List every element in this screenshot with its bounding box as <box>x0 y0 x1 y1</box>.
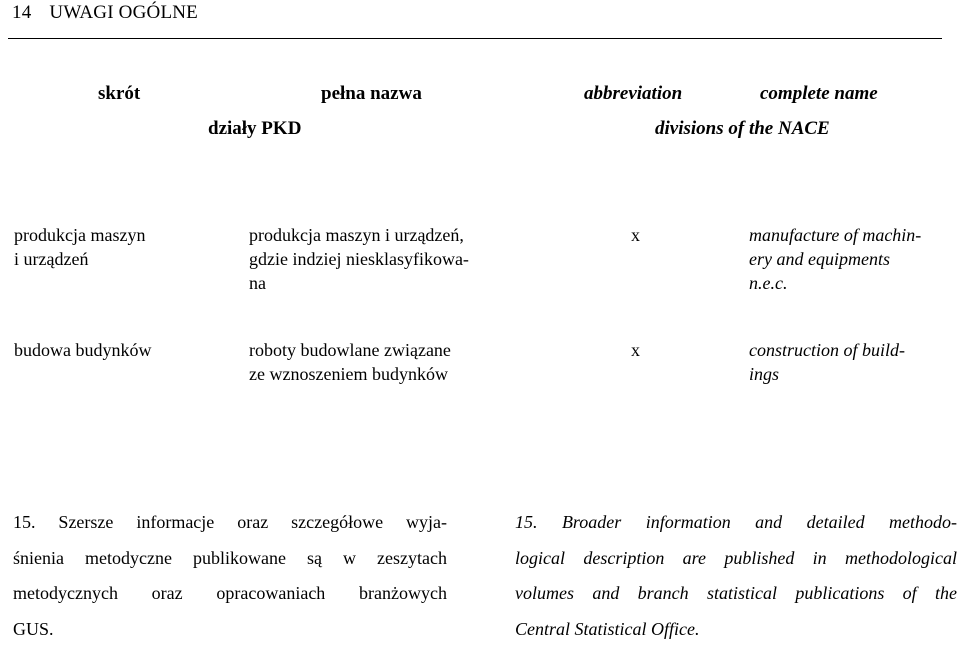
cell-line: na <box>249 271 469 295</box>
col-header-pelna-nazwa: pełna nazwa <box>321 83 422 105</box>
paragraph-line: GUS. <box>13 612 447 647</box>
table-row-1-abbreviation: x <box>631 223 640 247</box>
cell-line: ze wznoszeniem budynków <box>249 362 451 386</box>
cell-line: budowa budynków <box>14 338 152 362</box>
col-header-skrot: skrót <box>98 83 140 105</box>
cell-line: produkcja maszyn <box>14 223 145 247</box>
page-number: 14 <box>12 2 31 23</box>
header-rule <box>8 38 942 39</box>
paragraph-line: metodycznych oraz opracowaniach branżowych <box>13 576 447 612</box>
cell-line: ery and equipments <box>749 247 921 271</box>
paragraph-line: Central Statistical Office. <box>515 612 957 647</box>
paragraph-line: śnienia metodyczne publikowane są w zeszytach <box>13 541 447 577</box>
table-row-2-abbreviation: x <box>631 338 640 362</box>
table-row-1-skrot <box>14 223 145 271</box>
table-row-1-complete-name <box>749 223 921 295</box>
paragraph-line: 15. Szersze informacje oraz szczegółowe wyja- <box>13 505 447 541</box>
cell-line: produkcja maszyn i urządzeń, <box>249 223 469 247</box>
header-title: UWAGI OGÓLNE <box>49 2 198 23</box>
table-row-2-pelna-nazwa <box>249 338 451 386</box>
cell-line: manufacture of machin- <box>749 223 921 247</box>
cell-line: roboty budowlane związane <box>249 338 451 362</box>
col-header-abbreviation: abbreviation <box>584 83 682 105</box>
subheader-dzialy-pkd: działy PKD <box>208 118 301 140</box>
table-row-2-complete-name <box>749 338 905 386</box>
paragraph-line: 15. Broader information and detailed methodo- <box>515 505 957 541</box>
col-header-complete-name: complete name <box>760 83 878 105</box>
table-row-1-pelna-nazwa <box>249 223 469 295</box>
note-15-english <box>515 505 957 647</box>
cell-line: gdzie indziej niesklasyfikowa- <box>249 247 469 271</box>
subheader-divisions-nace: divisions of the NACE <box>655 118 830 140</box>
table-row-2-skrot <box>14 338 152 362</box>
paragraph-line: logical description are published in methodological <box>515 541 957 577</box>
cell-line: construction of build- <box>749 338 905 362</box>
cell-line: ings <box>749 362 905 386</box>
note-15-polish <box>13 505 447 647</box>
running-header <box>12 2 198 24</box>
paragraph-line: volumes and branch statistical publications of the <box>515 576 957 612</box>
cell-line: i urządzeń <box>14 247 145 271</box>
cell-line: n.e.c. <box>749 271 921 295</box>
